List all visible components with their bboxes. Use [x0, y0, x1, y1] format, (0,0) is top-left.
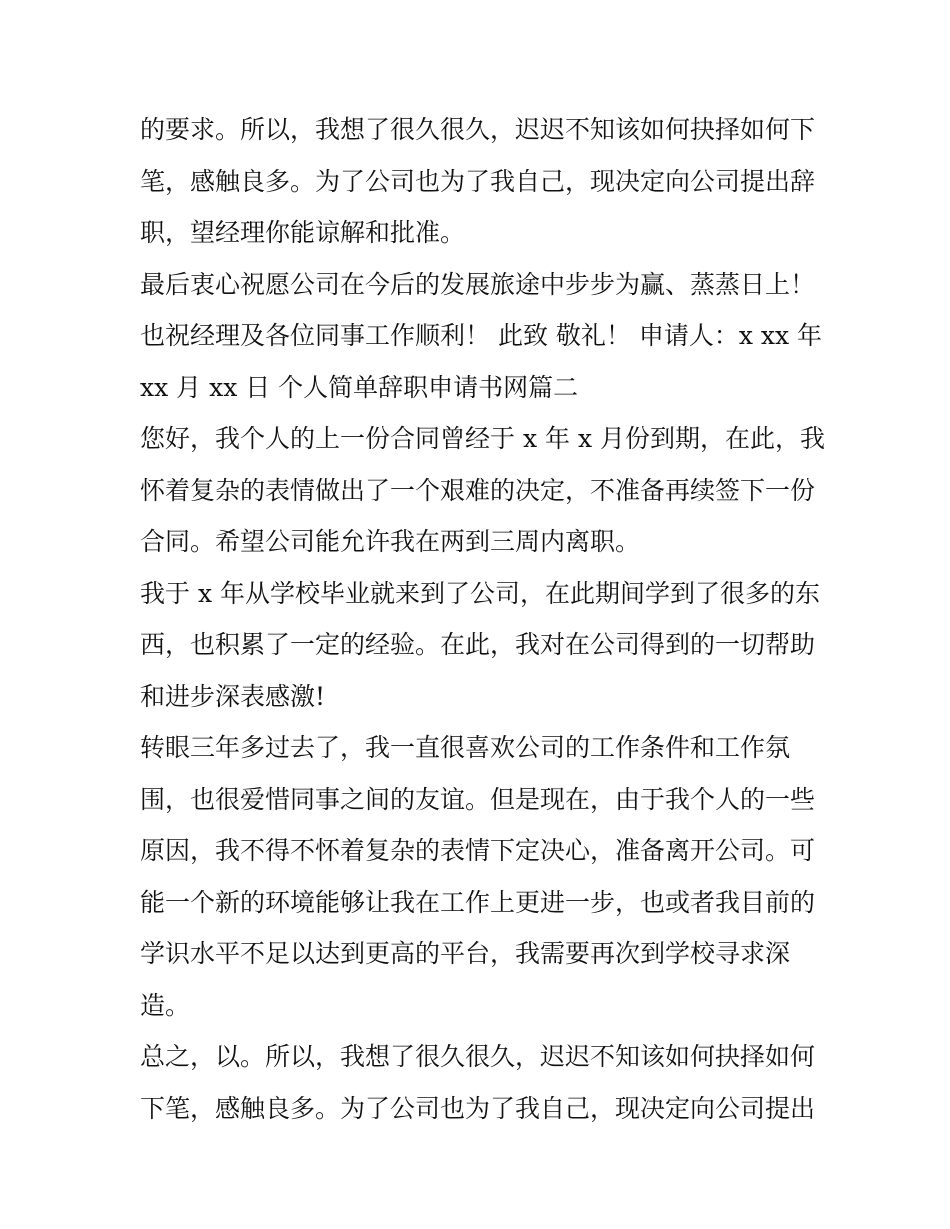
- text-line: 造。: [140, 990, 191, 1020]
- text-line: xx 月 xx 日 个人简单辞职申请书网篇二: [140, 372, 579, 402]
- paragraph-gratitude: [140, 568, 820, 723]
- paragraph-resignation-request-end: [140, 104, 820, 259]
- text-line: 总之，以。所以，我想了很久很久，迟迟不知该如何抉择如何: [140, 1042, 816, 1071]
- text-line: 我于 x 年从学校毕业就来到了公司，在此期间学到了很多的东: [140, 578, 820, 608]
- text-line: 怀着复杂的表情做出了一个艰难的决定，不准备再续签下一份: [140, 475, 816, 505]
- paragraph-conclusion: [140, 1031, 820, 1134]
- text-line: 转眼三年多过去了，我一直很喜欢公司的工作条件和工作氛: [140, 733, 791, 762]
- text-line: 的要求。所以，我想了很久很久，迟迟不知该如何抉择如何下: [140, 115, 816, 144]
- text-line: 能一个新的环境能够让我在工作上更进一步，也或者我目前的: [140, 887, 816, 917]
- text-line: 合同。希望公司能允许我在两到三周内离职。: [140, 527, 641, 556]
- text-line: 围，也很爱惜同事之间的友谊。但是现在，由于我个人的一些: [140, 784, 816, 814]
- text-line: 也祝经理及各位同事工作顺利！ 此致 敬礼！ 申请人：x xx 年: [140, 321, 823, 350]
- text-line: 最后衷心祝愿公司在今后的发展旅途中步步为赢、蒸蒸日上！: [140, 269, 816, 299]
- text-line: 职，望经理你能谅解和批准。: [140, 218, 466, 247]
- text-line: 西，也积累了一定的经验。在此，我对在公司得到的一切帮助: [140, 630, 816, 659]
- paragraph-reasons-for-leaving: [140, 722, 820, 1031]
- text-line: 原因，我不得不怀着复杂的表情下定决心，准备离开公司。可: [140, 836, 816, 865]
- text-line: 笔，感触良多。为了公司也为了我自己，现决定向公司提出辞: [140, 166, 816, 196]
- paragraph-closing-wishes: [140, 259, 823, 414]
- text-line: 学识水平不足以达到更高的平台，我需要再次到学校寻求深: [140, 939, 791, 968]
- document-body: [140, 104, 825, 1134]
- text-line: 下笔，感触良多。为了公司也为了我自己，现决定向公司提出: [140, 1093, 816, 1123]
- paragraph-contract-expiry: [140, 413, 825, 568]
- text-line: 您好，我个人的上一份合同曾经于 x 年 x 月份到期，在此，我: [140, 424, 825, 453]
- text-line: 和进步深表感激!: [140, 681, 326, 711]
